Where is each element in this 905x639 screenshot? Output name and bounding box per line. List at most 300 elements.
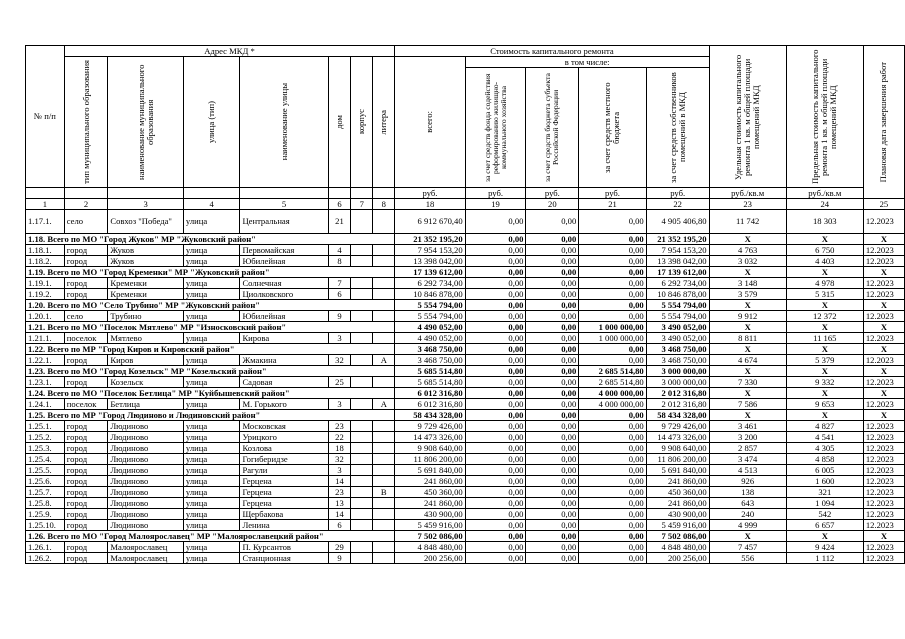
header-street-name — [240, 57, 328, 188]
table-cell: 12.2023 — [863, 245, 904, 256]
table-cell: 0,00 — [526, 465, 579, 476]
header-litera — [373, 57, 395, 188]
table-body — [26, 210, 905, 564]
group-value-cell: X — [863, 322, 904, 333]
group-total-row — [26, 344, 905, 355]
table-cell: А — [373, 355, 395, 366]
group-label: 1.22. Всего по МР "Город Киров и Кировский район" — [26, 344, 395, 355]
group-value-cell: X — [709, 531, 786, 542]
table-row — [26, 498, 905, 509]
header-plan-date — [863, 46, 904, 199]
table-cell: 0,00 — [526, 333, 579, 344]
table-cell — [373, 454, 395, 465]
table-cell: город — [64, 278, 108, 289]
column-number-cell: 22 — [646, 199, 709, 210]
table-row — [26, 245, 905, 256]
table-cell: 1.22.1. — [26, 355, 65, 366]
group-total-row — [26, 322, 905, 333]
table-cell — [351, 278, 373, 289]
table-cell — [351, 377, 373, 388]
table-cell: 12.2023 — [863, 256, 904, 267]
table-cell: улица — [183, 256, 240, 267]
table-cell: 1.19.1. — [26, 278, 65, 289]
table-cell: 7 954 153,20 — [646, 245, 709, 256]
table-cell: 3 461 — [709, 421, 786, 432]
table-cell — [351, 498, 373, 509]
table-cell: улица — [183, 509, 240, 520]
table-cell: улица — [183, 311, 240, 322]
units-empty-cell — [240, 188, 328, 199]
table-cell: улица — [183, 465, 240, 476]
unit-cell: руб. — [526, 188, 579, 199]
column-number-cell: 24 — [786, 199, 863, 210]
group-value-cell: 6 012 316,80 — [395, 388, 465, 399]
table-cell: 1.25.9. — [26, 509, 65, 520]
table-cell: 0,00 — [526, 520, 579, 531]
table-cell: 3 579 — [709, 289, 786, 300]
table-cell: 4 763 — [709, 245, 786, 256]
table-cell: 0,00 — [579, 509, 646, 520]
table-cell: 0,00 — [465, 476, 526, 487]
table-cell: 14 — [328, 476, 351, 487]
group-value-cell: 0,00 — [579, 267, 646, 278]
table-cell — [351, 465, 373, 476]
column-number-cell: 6 — [328, 199, 351, 210]
table-cell: 0,00 — [526, 487, 579, 498]
table-cell: 2 857 — [709, 443, 786, 454]
table-cell: 0,00 — [526, 421, 579, 432]
group-value-cell: 0,00 — [465, 322, 526, 333]
table-cell: улица — [183, 443, 240, 454]
group-value-cell: 0,00 — [465, 410, 526, 421]
table-cell: 321 — [786, 487, 863, 498]
table-cell: 9 908 640,00 — [646, 443, 709, 454]
table-cell: М. Горького — [240, 399, 328, 410]
table-cell: улица — [183, 432, 240, 443]
table-cell: 3 474 — [709, 454, 786, 465]
table-cell: П. Курсантов — [240, 542, 328, 553]
table-row — [26, 542, 905, 553]
table-cell — [373, 245, 395, 256]
table-cell: Герцена — [240, 487, 328, 498]
group-label: 1.21. Всего по МО "Поселок Мятлево" МР "Износковский район" — [26, 322, 395, 333]
table-cell: 542 — [786, 509, 863, 520]
group-value-cell: 4 490 052,00 — [395, 322, 465, 333]
table-cell: 12.2023 — [863, 355, 904, 366]
table-cell: 23 — [328, 421, 351, 432]
table-cell: 5 554 794,00 — [646, 311, 709, 322]
table-row — [26, 454, 905, 465]
table-cell: 5 554 794,00 — [395, 311, 465, 322]
table-cell: улица — [183, 289, 240, 300]
table-cell — [373, 278, 395, 289]
table-cell: 0,00 — [526, 377, 579, 388]
table-cell: 4 827 — [786, 421, 863, 432]
table-cell: 0,00 — [526, 399, 579, 410]
table-cell: 32 — [328, 454, 351, 465]
table-cell — [351, 333, 373, 344]
table-cell: 9 908 640,00 — [395, 443, 465, 454]
group-label: 1.20. Всего по МО "Село Трубино" МР "Жуковский район" — [26, 300, 395, 311]
unit-cell: руб. — [465, 188, 526, 199]
table-cell: 0,00 — [579, 476, 646, 487]
table-cell: 0,00 — [465, 245, 526, 256]
table-cell — [351, 289, 373, 300]
unit-cell: руб. — [579, 188, 646, 199]
table-cell: Бетлица — [108, 399, 184, 410]
table-cell: Первомайская — [240, 245, 328, 256]
table-cell: 0,00 — [526, 210, 579, 234]
table-cell — [351, 311, 373, 322]
table-cell: 12.2023 — [863, 278, 904, 289]
table-cell: село — [64, 210, 108, 234]
table-cell: 0,00 — [579, 278, 646, 289]
group-value-cell: 0,00 — [526, 300, 579, 311]
table-cell: 4 978 — [786, 278, 863, 289]
table-cell: 241 860,00 — [395, 498, 465, 509]
group-value-cell: 0,00 — [526, 234, 579, 245]
table-cell: 12.2023 — [863, 399, 904, 410]
table-cell: город — [64, 520, 108, 531]
table-cell: 0,00 — [579, 355, 646, 366]
table-cell: Юбилейная — [240, 256, 328, 267]
table-row — [26, 210, 905, 234]
table-cell: 0,00 — [465, 355, 526, 366]
table-cell: 1.20.1. — [26, 311, 65, 322]
table-row — [26, 509, 905, 520]
table-cell: 1.18.1. — [26, 245, 65, 256]
table-row — [26, 399, 905, 410]
table-cell: 5 685 514,80 — [395, 377, 465, 388]
table-cell: 3 200 — [709, 432, 786, 443]
group-label: 1.18. Всего по МО "Город Жуков" МР "Жуковский район" — [26, 234, 395, 245]
table-cell: поселок — [64, 333, 108, 344]
header-owners-text: за счет средств собственников помещений в МКД — [667, 72, 687, 183]
table-cell: 0,00 — [465, 454, 526, 465]
table-cell: 1.25.2. — [26, 432, 65, 443]
group-value-cell: X — [786, 388, 863, 399]
table-cell: 0,00 — [579, 498, 646, 509]
table-cell: 0,00 — [465, 465, 526, 476]
header-total-text: всего: — [424, 111, 435, 133]
table-cell: 0,00 — [579, 421, 646, 432]
table-cell: 4 513 — [709, 465, 786, 476]
group-value-cell: X — [786, 322, 863, 333]
group-value-cell: 17 139 612,00 — [646, 267, 709, 278]
table-cell: 4 305 — [786, 443, 863, 454]
table-row — [26, 553, 905, 564]
table-cell: 1.25.6. — [26, 476, 65, 487]
table-cell: 200 256,00 — [395, 553, 465, 564]
group-value-cell: 3 468 750,00 — [395, 344, 465, 355]
group-value-cell: 0,00 — [465, 388, 526, 399]
table-cell: улица — [183, 454, 240, 465]
table-cell: 12.2023 — [863, 465, 904, 476]
table-cell: Жуков — [108, 256, 184, 267]
table-cell: город — [64, 377, 108, 388]
group-value-cell: 3 000 000,00 — [646, 366, 709, 377]
table-cell: 1.19.2. — [26, 289, 65, 300]
group-total-row — [26, 300, 905, 311]
table-cell: Станционная — [240, 553, 328, 564]
header-address: Адрес МКД * — [64, 46, 395, 57]
header-unit-cost-text: Удельная стоимость капитального ремонта 1 кв. м общей площади помещений МКД — [733, 53, 762, 180]
table-row — [26, 432, 905, 443]
group-value-cell: 0,00 — [579, 344, 646, 355]
table-cell: 1.21.1. — [26, 333, 65, 344]
header-litera-text: литера — [378, 109, 389, 135]
header-local-text: за счет средств местного бюджета — [602, 82, 622, 173]
group-value-cell: 0,00 — [579, 234, 646, 245]
table-cell — [351, 421, 373, 432]
table-cell: 0,00 — [465, 542, 526, 553]
table-cell: 0,00 — [579, 311, 646, 322]
table-cell: 3 468 750,00 — [646, 355, 709, 366]
header-street-type-text: улица (тип) — [206, 100, 217, 144]
table-cell: 12.2023 — [863, 432, 904, 443]
table-cell: Малоярославец — [108, 542, 184, 553]
column-number-cell: 4 — [183, 199, 240, 210]
table-cell — [373, 432, 395, 443]
group-value-cell: X — [786, 344, 863, 355]
table-cell: 1 094 — [786, 498, 863, 509]
table-cell — [373, 289, 395, 300]
table-cell: 9 729 426,00 — [395, 421, 465, 432]
capital-repair-table-wrapper — [25, 45, 905, 564]
units-empty-cell — [64, 188, 108, 199]
table-cell: 14 473 326,00 — [395, 432, 465, 443]
group-value-cell: 3 490 052,00 — [646, 322, 709, 333]
table-cell: 0,00 — [579, 542, 646, 553]
table-cell: 0,00 — [465, 520, 526, 531]
table-cell — [351, 256, 373, 267]
table-cell: город — [64, 432, 108, 443]
table-cell: 12.2023 — [863, 487, 904, 498]
group-value-cell: X — [786, 366, 863, 377]
group-value-cell: 5 554 794,00 — [646, 300, 709, 311]
table-cell: 450 360,00 — [646, 487, 709, 498]
group-value-cell: 0,00 — [465, 300, 526, 311]
group-label: 1.19. Всего по МО "Город Кременки" МР "Жуковский район" — [26, 267, 395, 278]
table-row — [26, 355, 905, 366]
table-cell: 1 112 — [786, 553, 863, 564]
units-row — [26, 188, 905, 199]
table-cell: город — [64, 443, 108, 454]
table-cell: 3 468 750,00 — [395, 355, 465, 366]
table-cell: 1.25.8. — [26, 498, 65, 509]
table-cell: 2 012 316,80 — [646, 399, 709, 410]
header-fund — [465, 68, 526, 188]
table-cell: улица — [183, 498, 240, 509]
group-value-cell: 5 554 794,00 — [395, 300, 465, 311]
group-value-cell: X — [863, 234, 904, 245]
group-total-row — [26, 234, 905, 245]
header-korpus-text: корпус — [356, 109, 367, 135]
group-value-cell: 0,00 — [579, 300, 646, 311]
table-cell: 0,00 — [526, 443, 579, 454]
table-cell: 9 912 — [709, 311, 786, 322]
table-cell: 0,00 — [465, 553, 526, 564]
column-number-cell: 18 — [395, 199, 465, 210]
table-cell: 0,00 — [465, 333, 526, 344]
table-cell — [351, 432, 373, 443]
table-cell: 4 999 — [709, 520, 786, 531]
table-cell: 430 900,00 — [395, 509, 465, 520]
table-cell: 6 750 — [786, 245, 863, 256]
table-cell: 0,00 — [526, 278, 579, 289]
table-cell: 9 424 — [786, 542, 863, 553]
table-cell: 0,00 — [526, 553, 579, 564]
unit-cell: руб. — [395, 188, 465, 199]
table-cell: 5 459 916,00 — [395, 520, 465, 531]
table-cell: 12 372 — [786, 311, 863, 322]
table-cell: Совхоз "Победа" — [108, 210, 184, 234]
table-cell: 11 742 — [709, 210, 786, 234]
table-cell: 0,00 — [465, 399, 526, 410]
table-cell: город — [64, 498, 108, 509]
table-cell: 0,00 — [465, 443, 526, 454]
table-cell: 0,00 — [579, 289, 646, 300]
table-cell: город — [64, 421, 108, 432]
table-cell: Людиново — [108, 487, 184, 498]
table-cell: 18 — [328, 443, 351, 454]
group-value-cell: 0,00 — [465, 344, 526, 355]
table-cell: 3 — [328, 399, 351, 410]
units-empty-cell — [351, 188, 373, 199]
table-cell: 0,00 — [579, 256, 646, 267]
table-cell: 4 905 406,80 — [646, 210, 709, 234]
column-number-cell: 8 — [373, 199, 395, 210]
table-cell: 0,00 — [526, 476, 579, 487]
table-row — [26, 256, 905, 267]
table-cell: 4 403 — [786, 256, 863, 267]
table-row — [26, 421, 905, 432]
table-cell: 0,00 — [526, 311, 579, 322]
group-value-cell: X — [709, 234, 786, 245]
table-cell: 11 806 200,00 — [395, 454, 465, 465]
table-cell: 6 292 734,00 — [646, 278, 709, 289]
table-cell: 0,00 — [526, 432, 579, 443]
table-cell — [373, 509, 395, 520]
table-cell: 1.25.10. — [26, 520, 65, 531]
table-cell — [351, 443, 373, 454]
table-cell: Щербакова — [240, 509, 328, 520]
table-cell: город — [64, 245, 108, 256]
header-max-cost — [786, 46, 863, 188]
table-cell — [351, 245, 373, 256]
table-cell: 240 — [709, 509, 786, 520]
table-cell: Герцена — [240, 476, 328, 487]
table-cell: улица — [183, 399, 240, 410]
table-cell: 0,00 — [579, 553, 646, 564]
table-cell: 10 846 878,00 — [395, 289, 465, 300]
table-cell: 241 860,00 — [646, 498, 709, 509]
group-value-cell: X — [863, 300, 904, 311]
table-cell: Людиново — [108, 509, 184, 520]
table-cell — [373, 476, 395, 487]
group-value-cell: 0,00 — [465, 531, 526, 542]
table-cell: Людиново — [108, 476, 184, 487]
group-value-cell: X — [709, 267, 786, 278]
table-row — [26, 476, 905, 487]
table-cell: 0,00 — [465, 432, 526, 443]
table-row — [26, 377, 905, 388]
table-cell: 10 846 878,00 — [646, 289, 709, 300]
table-cell: 4 — [328, 245, 351, 256]
column-number-cell: 7 — [351, 199, 373, 210]
table-cell: 0,00 — [579, 520, 646, 531]
table-cell: 12.2023 — [863, 553, 904, 564]
table-cell: 25 — [328, 377, 351, 388]
table-cell — [373, 520, 395, 531]
table-cell: 13 398 042,00 — [395, 256, 465, 267]
group-total-row — [26, 410, 905, 421]
units-empty-cell — [26, 188, 65, 199]
header-rf — [526, 68, 579, 188]
units-empty-cell — [328, 188, 351, 199]
table-cell: 0,00 — [465, 377, 526, 388]
group-value-cell: X — [863, 366, 904, 377]
group-value-cell: X — [786, 410, 863, 421]
table-cell: 12.2023 — [863, 443, 904, 454]
group-value-cell: 0,00 — [579, 410, 646, 421]
table-cell: 1.23.1. — [26, 377, 65, 388]
group-value-cell: 0,00 — [526, 388, 579, 399]
table-cell: Циолковского — [240, 289, 328, 300]
group-value-cell: X — [863, 410, 904, 421]
header-street-name-text: наименование улицы — [278, 83, 289, 161]
table-cell: 9 332 — [786, 377, 863, 388]
table-cell: 22 — [328, 432, 351, 443]
table-cell: 11 165 — [786, 333, 863, 344]
table-cell: 0,00 — [579, 487, 646, 498]
column-numbers-row — [26, 199, 905, 210]
table-cell: Людиново — [108, 498, 184, 509]
table-cell: Людиново — [108, 432, 184, 443]
table-cell: 1.18.2. — [26, 256, 65, 267]
table-cell: Трубино — [108, 311, 184, 322]
table-cell: 0,00 — [465, 487, 526, 498]
table-cell — [351, 210, 373, 234]
header-fund-text: за счет средств фонда содействия реформированию жилищно-коммунального хозяйства — [482, 73, 508, 182]
table-cell: Юбилейная — [240, 311, 328, 322]
table-cell: 12.2023 — [863, 476, 904, 487]
table-cell: 13 — [328, 498, 351, 509]
table-cell: Козельск — [108, 377, 184, 388]
table-cell: город — [64, 542, 108, 553]
group-value-cell: 0,00 — [526, 322, 579, 333]
table-cell: Рагули — [240, 465, 328, 476]
group-value-cell: 7 502 086,00 — [646, 531, 709, 542]
table-cell: 4 674 — [709, 355, 786, 366]
table-row — [26, 520, 905, 531]
table-cell: 4 541 — [786, 432, 863, 443]
table-cell: город — [64, 256, 108, 267]
group-total-row — [26, 267, 905, 278]
table-cell: 1 000 000,00 — [579, 333, 646, 344]
table-cell: Козлова — [240, 443, 328, 454]
table-cell: 3 490 052,00 — [646, 333, 709, 344]
table-cell: Людиново — [108, 454, 184, 465]
table-cell — [351, 399, 373, 410]
table-cell: 12.2023 — [863, 454, 904, 465]
table-cell: 0,00 — [579, 210, 646, 234]
table-cell: Людиново — [108, 465, 184, 476]
table-cell: 12.2023 — [863, 289, 904, 300]
table-cell: 12.2023 — [863, 520, 904, 531]
table-cell — [351, 553, 373, 564]
table-cell: 12.2023 — [863, 421, 904, 432]
